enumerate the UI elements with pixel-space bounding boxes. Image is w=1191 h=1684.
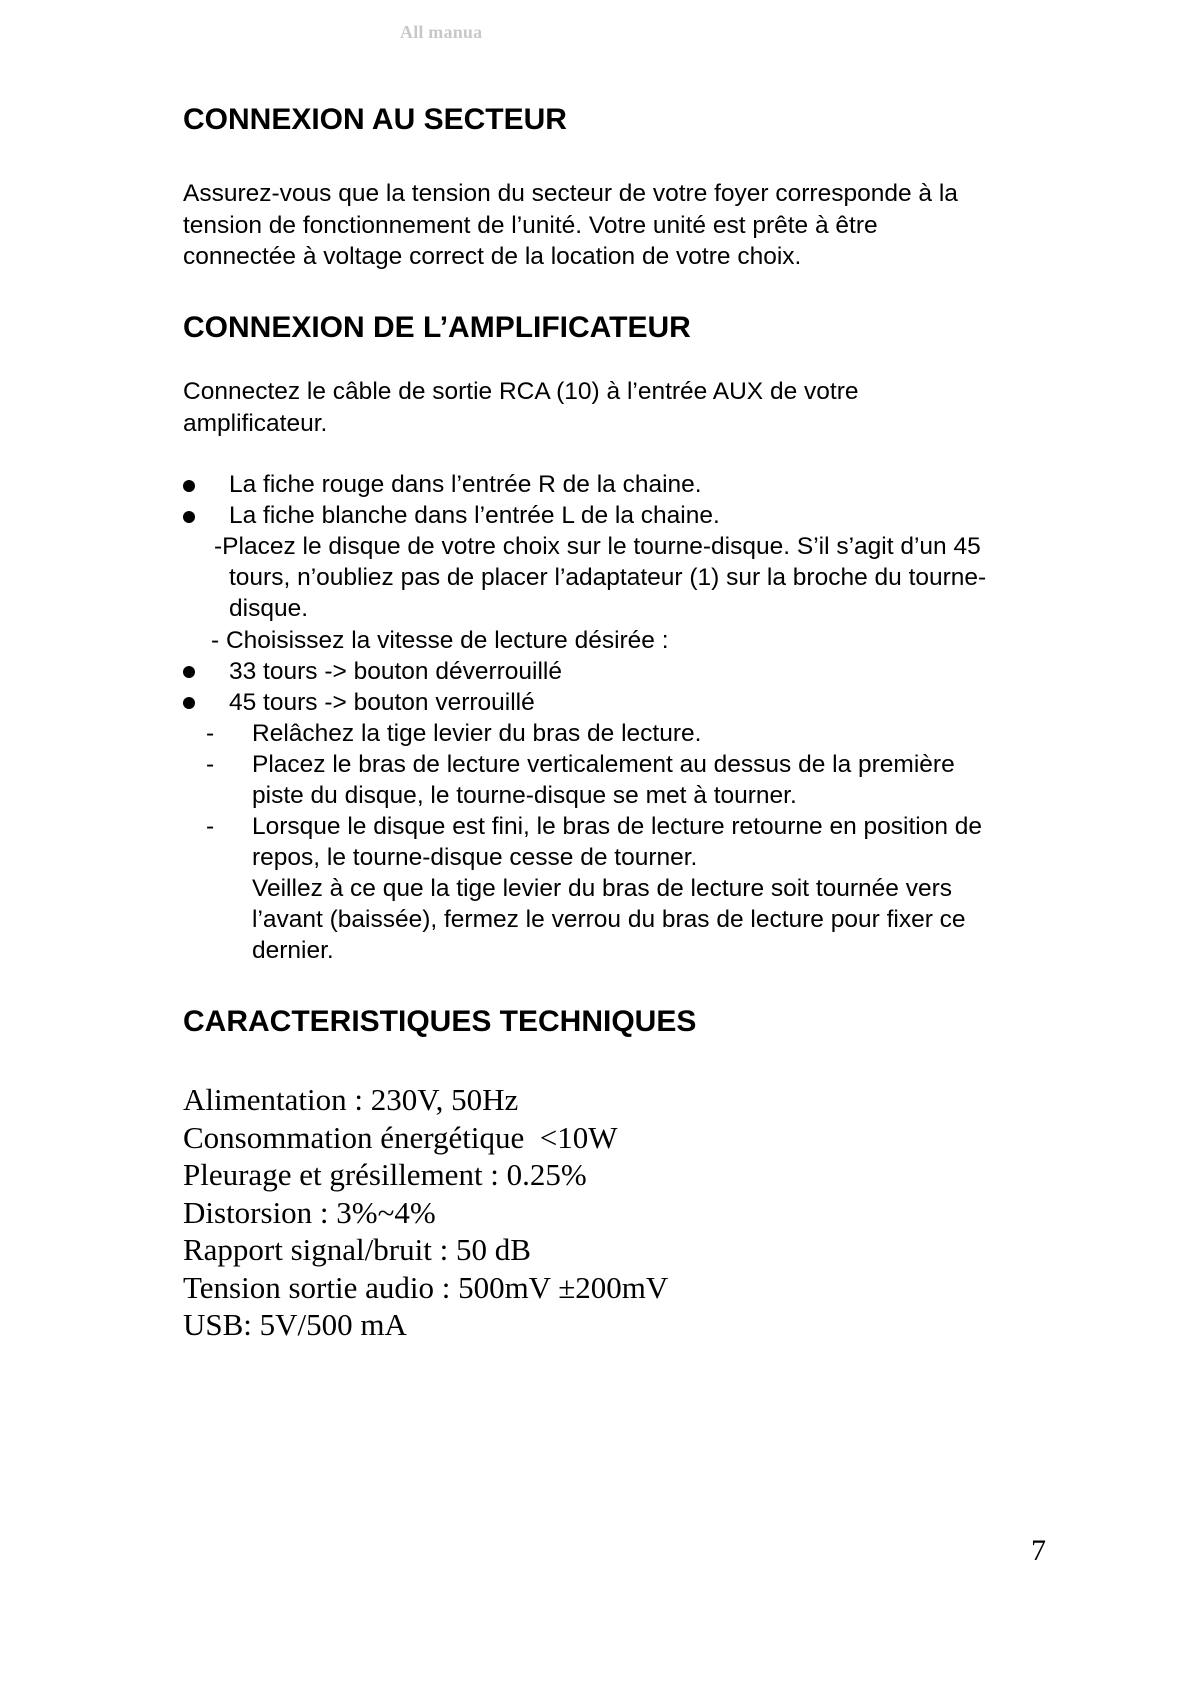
placez-disque-line: tours, n’oubliez pas de placer l’adaptateur (1) sur la broche du tourne-	[229, 564, 987, 591]
paragraph-line: Assurez-vous que la tension du secteur de votre foyer corresponde à la	[183, 180, 958, 207]
placez-disque-line: disque.	[229, 595, 309, 622]
watermark: All manua	[400, 22, 483, 42]
bullet-item-45-tours: 45 tours -> bouton verrouillé	[229, 689, 535, 716]
heading-connexion-amplificateur: CONNEXION DE L’AMPLIFICATEUR	[183, 311, 691, 344]
spec-usb: USB: 5V/500 mA	[183, 1307, 407, 1342]
dash-marker: -	[206, 751, 215, 778]
paragraph-line: connectée à voltage correct de la location de votre choix.	[183, 243, 802, 270]
spec-list	[183, 1081, 668, 1344]
placez-disque-line: -Placez le disque de votre choix sur le tourne-disque. S’il s’agit d’un 45	[214, 533, 981, 560]
dash-marker: -	[206, 813, 215, 840]
dash-marker: -	[206, 720, 215, 747]
spec-consommation: Consommation énergétique <10W	[183, 1119, 618, 1155]
choisissez-vitesse: - Choisissez la vitesse de lecture désirée :	[211, 627, 669, 654]
paragraph-secteur	[183, 178, 1063, 273]
step-lorsque-line: repos, le tourne-disque cesse de tourner.	[252, 844, 698, 871]
bullet-item-fiche-rouge: La fiche rouge dans l’entrée R de la chaine.	[229, 471, 702, 498]
paragraph-line: amplificateur.	[183, 409, 328, 437]
paragraph-line: Connectez le câble de sortie RCA (10) à l’entrée AUX de votre	[183, 378, 859, 405]
step-lorsque-line: Lorsque le disque est fini, le bras de lecture retourne en position de	[252, 813, 983, 840]
heading-connexion-secteur: CONNEXION AU SECTEUR	[183, 103, 567, 136]
bullet-dot	[183, 697, 195, 709]
paragraph-amplificateur-intro	[183, 376, 1063, 439]
step-lorsque-line: Veillez à ce que la tige levier du bras de lecture soit tournée vers	[252, 875, 953, 902]
spec-rapport-signal-bruit: Rapport signal/bruit : 50 dB	[183, 1232, 531, 1267]
paragraph-line: tension de fonctionnement de l’unité. Votre unité est prête à être	[183, 211, 878, 239]
bullet-item-33-tours: 33 tours -> bouton déverrouillé	[229, 658, 562, 685]
heading-caracteristiques: CARACTERISTIQUES TECHNIQUES	[183, 1005, 697, 1038]
spec-distorsion: Distorsion : 3%~4%	[183, 1194, 436, 1230]
bullet-dot	[183, 511, 195, 523]
step-relachez: Relâchez la tige levier du bras de lecture.	[252, 720, 702, 747]
step-placez-bras-line: piste du disque, le tourne-disque se met à tourner.	[252, 782, 797, 809]
page-number: 7	[1031, 1534, 1046, 1567]
bullet-item-fiche-blanche: La fiche blanche dans l’entrée L de la chaine.	[229, 502, 720, 529]
spec-pleurage: Pleurage et grésillement : 0.25%	[183, 1157, 587, 1192]
spec-alimentation: Alimentation : 230V, 50Hz	[183, 1082, 519, 1117]
step-lorsque-line: l’avant (baissée), fermez le verrou du bras de lecture pour fixer ce	[252, 906, 966, 933]
step-placez-bras-line: Placez le bras de lecture verticalement au dessus de la première	[252, 751, 955, 778]
bullet-dot	[183, 666, 195, 678]
step-lorsque-line: dernier.	[252, 937, 334, 964]
spec-tension-sortie: Tension sortie audio : 500mV ±200mV	[183, 1269, 669, 1305]
bullet-dot	[183, 480, 195, 492]
